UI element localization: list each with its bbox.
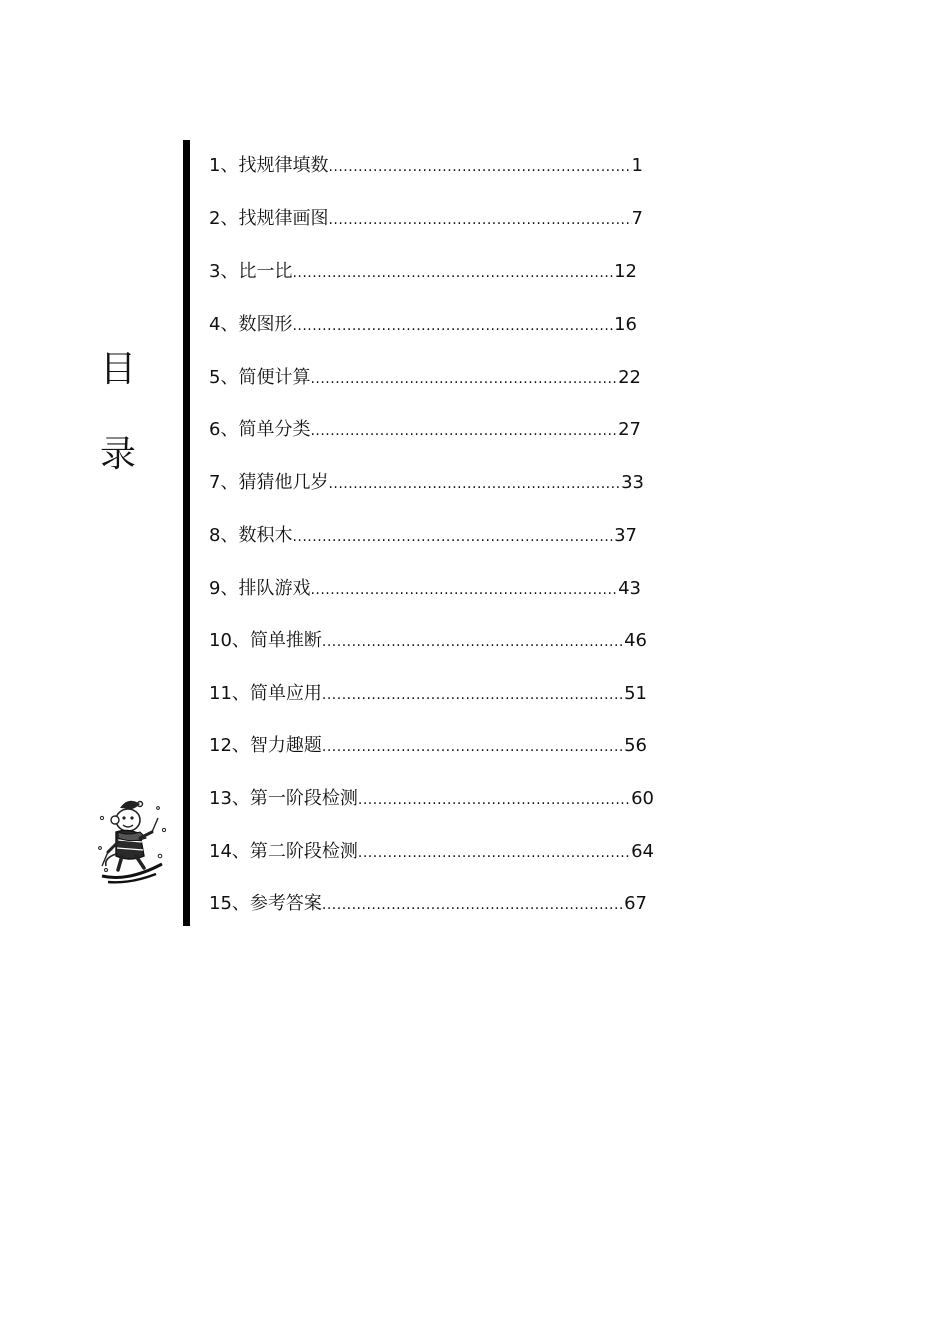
toc-entry-page: 22 (618, 367, 641, 388)
toc-entry-page: 64 (631, 841, 654, 862)
toc-dot-leader (322, 735, 624, 758)
toc-entry-label: 1、找规律填数 (209, 155, 329, 176)
monkey-skier-icon (94, 796, 168, 888)
toc-entry-page: 46 (624, 630, 647, 651)
toc-entry-label: 2、找规律画图 (209, 208, 329, 229)
toc-entry[interactable] (209, 207, 643, 231)
toc-entry[interactable] (209, 366, 641, 390)
toc-entry[interactable] (209, 577, 641, 601)
toc-entry-page: 33 (621, 472, 644, 493)
toc-dot-leader (310, 367, 618, 390)
toc-entry[interactable] (209, 682, 647, 706)
toc-entry-label: 5、简便计算 (209, 367, 311, 388)
toc-entry-page: 16 (614, 314, 637, 335)
toc-entry-label: 14、第二阶段检测 (209, 841, 358, 862)
toc-dot-leader (292, 314, 614, 337)
toc-entry[interactable] (209, 524, 637, 548)
toc-entry[interactable] (209, 471, 644, 495)
toc-entry-page: 27 (618, 419, 641, 440)
toc-entry-page: 67 (624, 893, 647, 914)
toc-entry-page: 7 (631, 208, 643, 229)
toc-dot-leader (328, 208, 631, 231)
toc-entry-label: 10、简单推断 (209, 630, 322, 651)
toc-entry-label: 9、排队游戏 (209, 578, 311, 599)
toc-title-char-1: 目 (100, 349, 137, 390)
toc-entry[interactable] (209, 154, 643, 178)
toc-entry[interactable] (209, 840, 654, 864)
toc-entry-page: 60 (631, 788, 654, 809)
toc-dot-leader (328, 472, 621, 495)
toc-dot-leader (322, 893, 624, 916)
toc-dot-leader (358, 788, 631, 811)
toc-dot-leader (310, 419, 618, 442)
toc-entry-label: 11、简单应用 (209, 683, 322, 704)
vertical-divider (183, 140, 190, 926)
toc-entry-page: 12 (614, 261, 637, 282)
toc-entry-label: 7、猜猜他几岁 (209, 472, 329, 493)
toc-dot-leader (310, 578, 618, 601)
toc-dot-leader (322, 683, 624, 706)
toc-entry-label: 12、智力趣题 (209, 735, 322, 756)
toc-entry-label: 4、数图形 (209, 314, 293, 335)
toc-title-char-2: 录 (100, 434, 137, 475)
toc-entry[interactable] (209, 260, 637, 284)
toc-entry[interactable] (209, 787, 654, 811)
toc-entry[interactable] (209, 313, 637, 337)
toc-entry[interactable] (209, 734, 647, 758)
toc-entry-label: 15、参考答案 (209, 893, 322, 914)
toc-entry-label: 13、第一阶段检测 (209, 788, 358, 809)
toc-entry-label: 6、简单分类 (209, 419, 311, 440)
toc-entry-page: 51 (624, 683, 647, 704)
toc-entry-page: 43 (618, 578, 641, 599)
toc-dot-leader (292, 261, 614, 284)
toc-dot-leader (292, 525, 614, 548)
toc-dot-leader (322, 630, 624, 653)
toc-entry[interactable] (209, 892, 647, 916)
toc-dot-leader (328, 155, 631, 178)
toc-entry[interactable] (209, 629, 647, 653)
toc-dot-leader (358, 841, 631, 864)
toc-entry[interactable] (209, 418, 641, 442)
toc-entry-label: 3、比一比 (209, 261, 293, 282)
toc-entry-label: 8、数积木 (209, 525, 293, 546)
toc-entry-page: 56 (624, 735, 647, 756)
toc-entry-page: 1 (631, 155, 643, 176)
toc-entry-page: 37 (614, 525, 637, 546)
